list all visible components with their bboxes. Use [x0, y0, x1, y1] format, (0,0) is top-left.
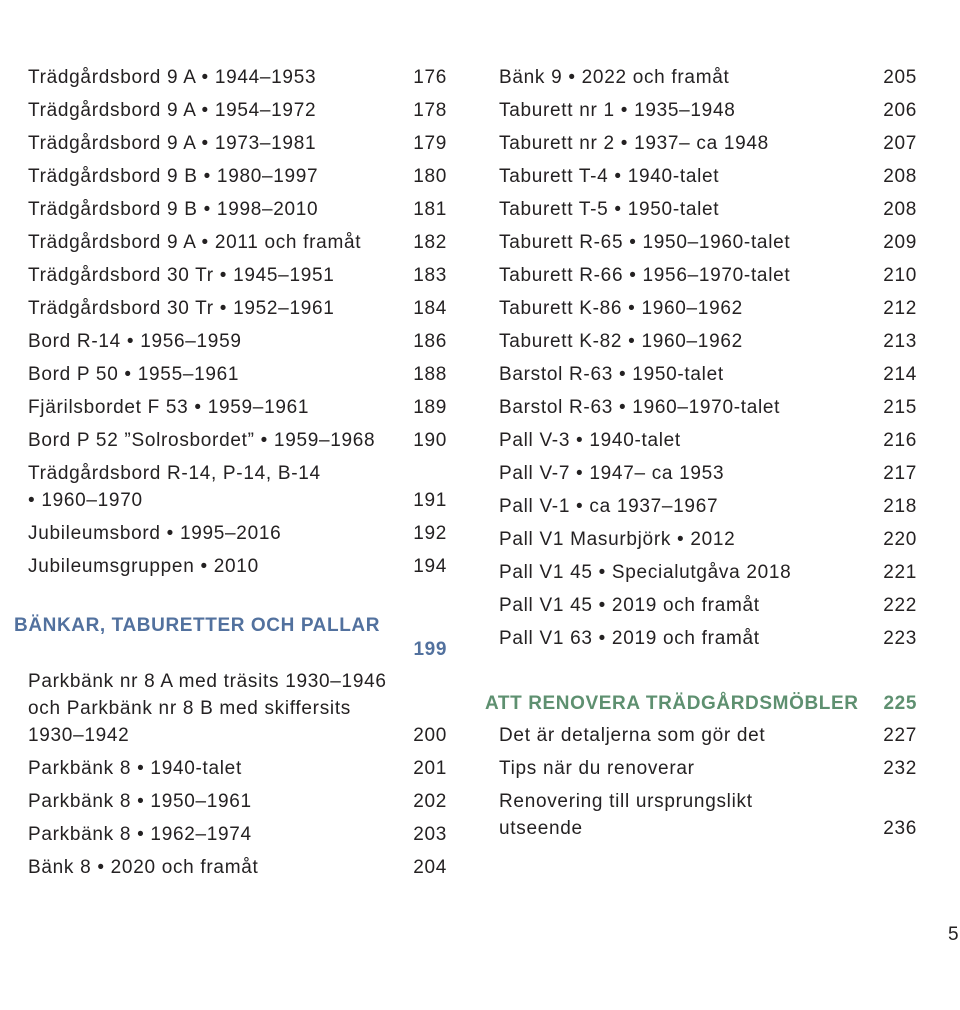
toc-entry-page: 184 [413, 298, 447, 319]
toc-entry [485, 427, 917, 454]
toc-entry-title: Jubileumsgruppen • 2010 [28, 556, 259, 577]
toc-entry-title: Trädgårdsbord 9 B • 1980–1997 [28, 166, 319, 187]
toc-entry-page: 227 [883, 725, 917, 746]
toc-entry [485, 295, 917, 322]
toc-entry-title: Parkbänk nr 8 A med träsits 1930–1946 och Parkbänk nr 8 B med skiffersits 1930–1942 [28, 671, 387, 746]
toc-entry [14, 328, 447, 355]
toc-entry-page: 203 [413, 824, 447, 845]
toc-entry [485, 229, 917, 256]
toc-entry-page: 221 [883, 562, 917, 583]
toc-entry-title: Barstol R-63 • 1960–1970-talet [499, 397, 781, 418]
toc-entry-page: 202 [413, 791, 447, 812]
toc-entry-page: 194 [413, 556, 447, 577]
toc-entry [485, 559, 917, 586]
toc-entry [485, 262, 917, 289]
toc-entry-page: 180 [413, 166, 447, 187]
toc-entry-title: Tips när du renoverar [499, 758, 695, 779]
toc-entry-title: Pall V-3 • 1940-talet [499, 430, 681, 451]
toc-entry-page: 204 [413, 857, 447, 878]
toc-entry-title: Trädgårdsbord 30 Tr • 1945–1951 [28, 265, 335, 286]
toc-entry-page: 181 [413, 199, 447, 220]
toc-column-left [14, 64, 447, 887]
toc-entry-page: 188 [413, 364, 447, 385]
toc-entry [485, 788, 917, 842]
toc-entry [485, 361, 917, 388]
toc-entry-title: Taburett K-82 • 1960–1962 [499, 331, 743, 352]
toc-entry [485, 163, 917, 190]
toc-entry-page: 214 [883, 364, 917, 385]
toc-entry-page: 178 [413, 100, 447, 121]
toc-entry-title: Trädgårdsbord 9 B • 1998–2010 [28, 199, 319, 220]
toc-entry-title: Renovering till ursprungslikt utseende [499, 791, 753, 839]
toc-entry-page: 183 [413, 265, 447, 286]
toc-entry-title: Bord P 50 • 1955–1961 [28, 364, 240, 385]
toc-entry-title: Trädgårdsbord R-14, P-14, B-14 • 1960–1970 [28, 463, 321, 511]
toc-entry [485, 394, 917, 421]
toc-entry-title: Taburett nr 1 • 1935–1948 [499, 100, 736, 121]
toc-entry [14, 520, 447, 547]
toc-entry [14, 64, 447, 91]
toc-entry-page: 217 [883, 463, 917, 484]
toc-entry-title: Pall V1 Masurbjörk • 2012 [499, 529, 736, 550]
toc-entry-title: Trädgårdsbord 9 A • 1973–1981 [28, 133, 317, 154]
toc-entry-title: Jubileumsbord • 1995–2016 [28, 523, 282, 544]
toc-entry-page: 210 [883, 265, 917, 286]
toc-entry-page: 189 [413, 397, 447, 418]
toc-entry [485, 130, 917, 157]
toc-entry-page: 179 [413, 133, 447, 154]
toc-entry-title: Taburett T-5 • 1950-talet [499, 199, 720, 220]
toc-entry [14, 196, 447, 223]
toc-entry-title: Pall V1 63 • 2019 och framåt [499, 628, 760, 649]
toc-entry-title: Barstol R-63 • 1950-talet [499, 364, 724, 385]
toc-entry [14, 361, 447, 388]
toc-entry [14, 460, 447, 514]
toc-entry-page: 215 [883, 397, 917, 418]
toc-entry [485, 722, 917, 749]
toc-entry-page: 213 [883, 331, 917, 352]
toc-entry-page: 200 [413, 725, 447, 746]
toc-entry [485, 592, 917, 619]
toc-entry-title: Parkbänk 8 • 1962–1974 [28, 824, 252, 845]
toc-entry [14, 788, 447, 815]
toc-entry [14, 821, 447, 848]
toc-entry [14, 553, 447, 580]
toc-entry-title: Bänk 9 • 2022 och framåt [499, 67, 730, 88]
toc-entry-title: Bord R-14 • 1956–1959 [28, 331, 242, 352]
toc-section-heading [14, 614, 447, 662]
toc-entry [485, 526, 917, 553]
toc-entry [485, 460, 917, 487]
toc-entry-title: Pall V-7 • 1947– ca 1953 [499, 463, 725, 484]
toc-entry [485, 328, 917, 355]
toc-entry [485, 493, 917, 520]
toc-entry [485, 755, 917, 782]
toc-entry-page: 212 [883, 298, 917, 319]
toc-entry-title: Trädgårdsbord 9 A • 1954–1972 [28, 100, 317, 121]
toc-entry [14, 755, 447, 782]
toc-entry-title: Pall V-1 • ca 1937–1967 [499, 496, 719, 517]
toc-entry-page: 222 [883, 595, 917, 616]
toc-entry-title: Trädgårdsbord 30 Tr • 1952–1961 [28, 298, 335, 319]
toc-entry-title: Taburett T-4 • 1940-talet [499, 166, 720, 187]
toc-entry-page: 207 [883, 133, 917, 154]
toc-entry-page: 186 [413, 331, 447, 352]
toc-entry-page: 208 [883, 199, 917, 220]
toc-entry [14, 97, 447, 124]
toc-entry-title: Parkbänk 8 • 1940-talet [28, 758, 242, 779]
toc-entry [14, 854, 447, 881]
toc-entry-page: 206 [883, 100, 917, 121]
toc-entry-title: Taburett nr 2 • 1937– ca 1948 [499, 133, 769, 154]
toc-section-heading-label: ATT RENOVERA TRÄDGÅRDSMÖBLER [485, 693, 859, 714]
toc-entry-page: 220 [883, 529, 917, 550]
toc-entry-title: Trädgårdsbord 9 A • 2011 och framåt [28, 232, 362, 253]
toc-entry-page: 182 [413, 232, 447, 253]
toc-entry-title: Det är detaljerna som gör det [499, 725, 766, 746]
toc-entry-page: 216 [883, 430, 917, 451]
toc-entry [485, 196, 917, 223]
toc-entry [14, 229, 447, 256]
toc-entry-page: 209 [883, 232, 917, 253]
toc-section-heading-label: BÄNKAR, TABURETTER OCH PALLAR [14, 615, 381, 636]
toc-entry [14, 427, 447, 454]
toc-entry-title: Taburett R-65 • 1950–1960-talet [499, 232, 791, 253]
toc-section-heading-page: 225 [883, 693, 917, 714]
toc-entry-title: Parkbänk 8 • 1950–1961 [28, 791, 252, 812]
toc-entry [485, 64, 917, 91]
toc-entry [14, 262, 447, 289]
toc-entry [14, 130, 447, 157]
toc-entry-title: Pall V1 45 • Specialutgåva 2018 [499, 562, 792, 583]
toc-entry-page: 232 [883, 758, 917, 779]
folio-page-number: 5 [948, 924, 960, 945]
toc-entry [14, 394, 447, 421]
toc-entry-page: 176 [413, 67, 447, 88]
toc-entry-page: 205 [883, 67, 917, 88]
toc-entry-page: 192 [413, 523, 447, 544]
toc-entry-title: Bord P 52 ”Solrosbordet” • 1959–1968 [28, 430, 376, 451]
toc-entry-title: Trädgårdsbord 9 A • 1944–1953 [28, 67, 317, 88]
toc-entry [14, 163, 447, 190]
toc-column-right [485, 64, 917, 848]
toc-entry-page: 223 [883, 628, 917, 649]
toc-entry-page: 191 [413, 490, 447, 511]
toc-entry-page: 218 [883, 496, 917, 517]
toc-entry-title: Taburett K-86 • 1960–1962 [499, 298, 743, 319]
toc-entry-page: 236 [883, 818, 917, 839]
toc-entry [485, 625, 917, 652]
toc-entry [14, 295, 447, 322]
toc-entry-page: 208 [883, 166, 917, 187]
toc-entry-title: Taburett R-66 • 1956–1970-talet [499, 265, 791, 286]
toc-section-heading [485, 692, 917, 716]
toc-entry-title: Fjärilsbordet F 53 • 1959–1961 [28, 397, 310, 418]
toc-section-heading-page: 199 [413, 639, 447, 660]
toc-entry [485, 97, 917, 124]
toc-entry-page: 201 [413, 758, 447, 779]
toc-entry-page: 190 [413, 430, 447, 451]
toc-entry-title: Bänk 8 • 2020 och framåt [28, 857, 259, 878]
toc-entry [14, 668, 447, 749]
toc-entry-title: Pall V1 45 • 2019 och framåt [499, 595, 760, 616]
